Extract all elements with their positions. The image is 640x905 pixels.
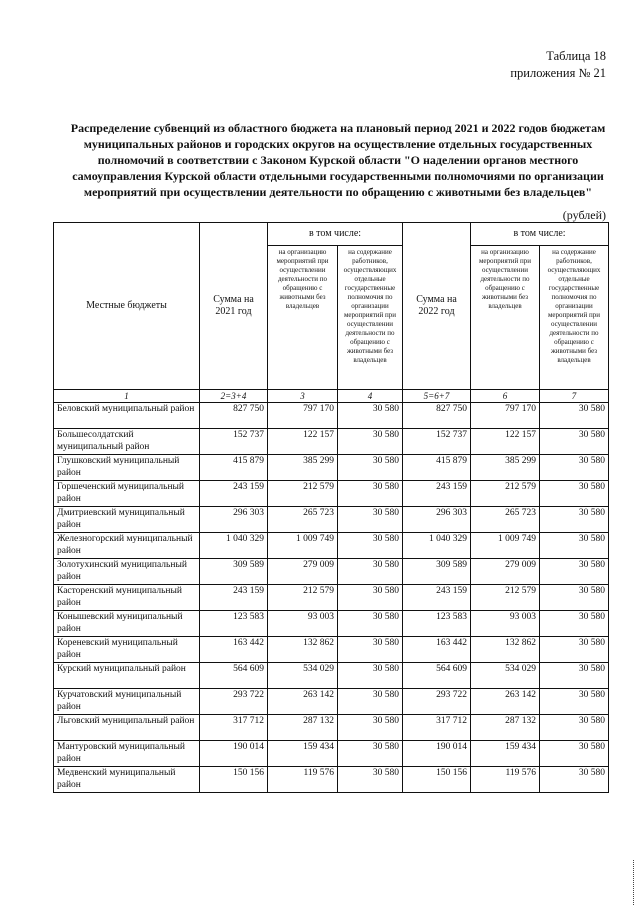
staff-2021-cell: 30 580: [338, 767, 403, 793]
organization-2021-cell: 212 579: [268, 481, 338, 507]
header-including-2022: в том числе:: [471, 223, 609, 246]
organization-2021-cell: 534 029: [268, 663, 338, 689]
units-label: (рублей): [562, 208, 606, 222]
header-sum-2021: Сумма на 2021 год: [200, 223, 268, 390]
table-row: [54, 689, 609, 715]
column-number: 2=3+4: [200, 390, 268, 403]
staff-2022-cell: 30 580: [540, 585, 609, 611]
sum-2022-cell: 1 040 329: [403, 533, 471, 559]
sum-2022-cell: 309 589: [403, 559, 471, 585]
sum-2021-cell: 415 879: [200, 455, 268, 481]
table-row: [54, 715, 609, 741]
column-number: 6: [471, 390, 540, 403]
table-row: [54, 481, 609, 507]
organization-2021-cell: 212 579: [268, 585, 338, 611]
table-row: [54, 637, 609, 663]
table-row: [54, 585, 609, 611]
sum-2021-cell: 152 737: [200, 429, 268, 455]
staff-2022-cell: 30 580: [540, 559, 609, 585]
sum-2021-cell: 163 442: [200, 637, 268, 663]
budget-name: Дмитриевский муниципальный район: [54, 507, 200, 533]
sum-2021-cell: 243 159: [200, 585, 268, 611]
document-corner-header: [510, 48, 606, 82]
column-number: 3: [268, 390, 338, 403]
staff-2022-cell: 30 580: [540, 403, 609, 429]
sum-2022-cell: 152 737: [403, 429, 471, 455]
organization-2021-cell: 287 132: [268, 715, 338, 741]
staff-2022-cell: 30 580: [540, 481, 609, 507]
staff-2022-cell: 30 580: [540, 507, 609, 533]
sum-2021-cell: 317 712: [200, 715, 268, 741]
staff-2021-cell: 30 580: [338, 663, 403, 689]
column-number: 5=6+7: [403, 390, 471, 403]
staff-2022-cell: 30 580: [540, 767, 609, 793]
organization-2022-cell: 265 723: [471, 507, 540, 533]
staff-2022-cell: 30 580: [540, 715, 609, 741]
sum-2022-cell: 293 722: [403, 689, 471, 715]
budget-name: Мантуровский муниципальный район: [54, 741, 200, 767]
table-row: [54, 429, 609, 455]
header-staff-2021: на содержание работников, осуществляющих отдельные государственные полномочия по организации мероприятий при осуществлении деятельности по обращению с животными без владельцев: [338, 246, 403, 390]
document-title: Распределение субвенций из областного бюджета на плановый период 2021 и 2022 годов бюджетам муниципальных районов и городских округов на осуществление отдельных государственных полномочий в соответствии с Законом Курской области "О наделении органов местного самоуправления Курской области отдельными государственными полномочиями по организации мероприятий при осуществлении деятельности по обращению с животными без владельцев": [70, 121, 606, 199]
budget-name: Курчатовский муниципальный район: [54, 689, 200, 715]
staff-2022-cell: 30 580: [540, 533, 609, 559]
organization-2022-cell: 1 009 749: [471, 533, 540, 559]
budget-name: Конышевский муниципальный район: [54, 611, 200, 637]
organization-2021-cell: 265 723: [268, 507, 338, 533]
organization-2022-cell: 287 132: [471, 715, 540, 741]
staff-2021-cell: 30 580: [338, 689, 403, 715]
sum-2022-cell: 190 014: [403, 741, 471, 767]
table-row: [54, 455, 609, 481]
sum-2022-cell: 243 159: [403, 481, 471, 507]
header-including-2021: в том числе:: [268, 223, 403, 246]
sum-2021-cell: 243 159: [200, 481, 268, 507]
staff-2022-cell: 30 580: [540, 689, 609, 715]
sum-2021-cell: 150 156: [200, 767, 268, 793]
sum-2021-cell: 1 040 329: [200, 533, 268, 559]
budget-name: Глушковский муниципальный район: [54, 455, 200, 481]
subvention-table: [53, 222, 609, 793]
budget-name: Золотухинский муниципальный район: [54, 559, 200, 585]
column-number: 1: [54, 390, 200, 403]
staff-2022-cell: 30 580: [540, 611, 609, 637]
organization-2022-cell: 132 862: [471, 637, 540, 663]
organization-2021-cell: 385 299: [268, 455, 338, 481]
header-organization-2022: на организацию мероприятий при осуществлении деятельности по обращению с животными без владельцев: [471, 246, 540, 390]
staff-2021-cell: 30 580: [338, 741, 403, 767]
staff-2021-cell: 30 580: [338, 507, 403, 533]
staff-2021-cell: 30 580: [338, 559, 403, 585]
organization-2021-cell: 119 576: [268, 767, 338, 793]
organization-2022-cell: 279 009: [471, 559, 540, 585]
table-row: [54, 611, 609, 637]
organization-2021-cell: 132 862: [268, 637, 338, 663]
staff-2022-cell: 30 580: [540, 741, 609, 767]
organization-2022-cell: 212 579: [471, 481, 540, 507]
header-sum-2022: Сумма на 2022 год: [403, 223, 471, 390]
staff-2022-cell: 30 580: [540, 455, 609, 481]
organization-2022-cell: 797 170: [471, 403, 540, 429]
table-row: [54, 507, 609, 533]
table-row: [54, 533, 609, 559]
appendix-label: приложения № 21: [510, 66, 606, 80]
sum-2021-cell: 190 014: [200, 741, 268, 767]
organization-2022-cell: 534 029: [471, 663, 540, 689]
table-row: [54, 741, 609, 767]
budget-name: Медвенский муниципальный район: [54, 767, 200, 793]
table-body: [54, 403, 609, 793]
column-number: 4: [338, 390, 403, 403]
budget-name: Железногорский муниципальный район: [54, 533, 200, 559]
header-organization-2021: на организацию мероприятий при осуществлении деятельности по обращению с животными без владельцев: [268, 246, 338, 390]
staff-2022-cell: 30 580: [540, 637, 609, 663]
sum-2021-cell: 564 609: [200, 663, 268, 689]
staff-2021-cell: 30 580: [338, 611, 403, 637]
staff-2021-cell: 30 580: [338, 455, 403, 481]
budget-name: Беловский муниципальный район: [54, 403, 200, 429]
table-row: [54, 663, 609, 689]
staff-2021-cell: 30 580: [338, 481, 403, 507]
budget-name: Касторенский муниципальный район: [54, 585, 200, 611]
sum-2021-cell: 296 303: [200, 507, 268, 533]
sum-2022-cell: 150 156: [403, 767, 471, 793]
table-row: [54, 767, 609, 793]
column-number: 7: [540, 390, 609, 403]
sum-2022-cell: 564 609: [403, 663, 471, 689]
sum-2022-cell: 415 879: [403, 455, 471, 481]
organization-2021-cell: 159 434: [268, 741, 338, 767]
sum-2022-cell: 243 159: [403, 585, 471, 611]
scan-edge-mark: [633, 860, 637, 905]
staff-2021-cell: 30 580: [338, 585, 403, 611]
staff-2022-cell: 30 580: [540, 429, 609, 455]
staff-2021-cell: 30 580: [338, 533, 403, 559]
organization-2022-cell: 119 576: [471, 767, 540, 793]
table-row: [54, 403, 609, 429]
budget-name: Кореневский муниципальный район: [54, 637, 200, 663]
organization-2021-cell: 93 003: [268, 611, 338, 637]
staff-2022-cell: 30 580: [540, 663, 609, 689]
staff-2021-cell: 30 580: [338, 429, 403, 455]
header-staff-2022: на содержание работников, осуществляющих отдельные государственные полномочия по организации мероприятий при осуществлении деятельности по обращению с животными без владельцев: [540, 246, 609, 390]
budget-name: Льговский муниципальный район: [54, 715, 200, 741]
sum-2021-cell: 309 589: [200, 559, 268, 585]
table-label: Таблица 18: [546, 49, 606, 63]
organization-2022-cell: 122 157: [471, 429, 540, 455]
sum-2022-cell: 317 712: [403, 715, 471, 741]
sum-2022-cell: 296 303: [403, 507, 471, 533]
staff-2021-cell: 30 580: [338, 403, 403, 429]
organization-2021-cell: 122 157: [268, 429, 338, 455]
staff-2021-cell: 30 580: [338, 637, 403, 663]
table-row: [54, 559, 609, 585]
budget-name: Горшеченский муниципальный район: [54, 481, 200, 507]
sum-2021-cell: 827 750: [200, 403, 268, 429]
budget-name: Курский муниципальный район: [54, 663, 200, 689]
sum-2022-cell: 827 750: [403, 403, 471, 429]
budget-name: Большесолдатский муниципальный район: [54, 429, 200, 455]
sum-2021-cell: 123 583: [200, 611, 268, 637]
organization-2021-cell: 1 009 749: [268, 533, 338, 559]
organization-2021-cell: 263 142: [268, 689, 338, 715]
organization-2022-cell: 212 579: [471, 585, 540, 611]
header-budgets: Местные бюджеты: [54, 223, 200, 390]
organization-2022-cell: 159 434: [471, 741, 540, 767]
organization-2022-cell: 93 003: [471, 611, 540, 637]
organization-2022-cell: 385 299: [471, 455, 540, 481]
sum-2022-cell: 163 442: [403, 637, 471, 663]
organization-2021-cell: 797 170: [268, 403, 338, 429]
sum-2021-cell: 293 722: [200, 689, 268, 715]
organization-2022-cell: 263 142: [471, 689, 540, 715]
staff-2021-cell: 30 580: [338, 715, 403, 741]
sum-2022-cell: 123 583: [403, 611, 471, 637]
organization-2021-cell: 279 009: [268, 559, 338, 585]
